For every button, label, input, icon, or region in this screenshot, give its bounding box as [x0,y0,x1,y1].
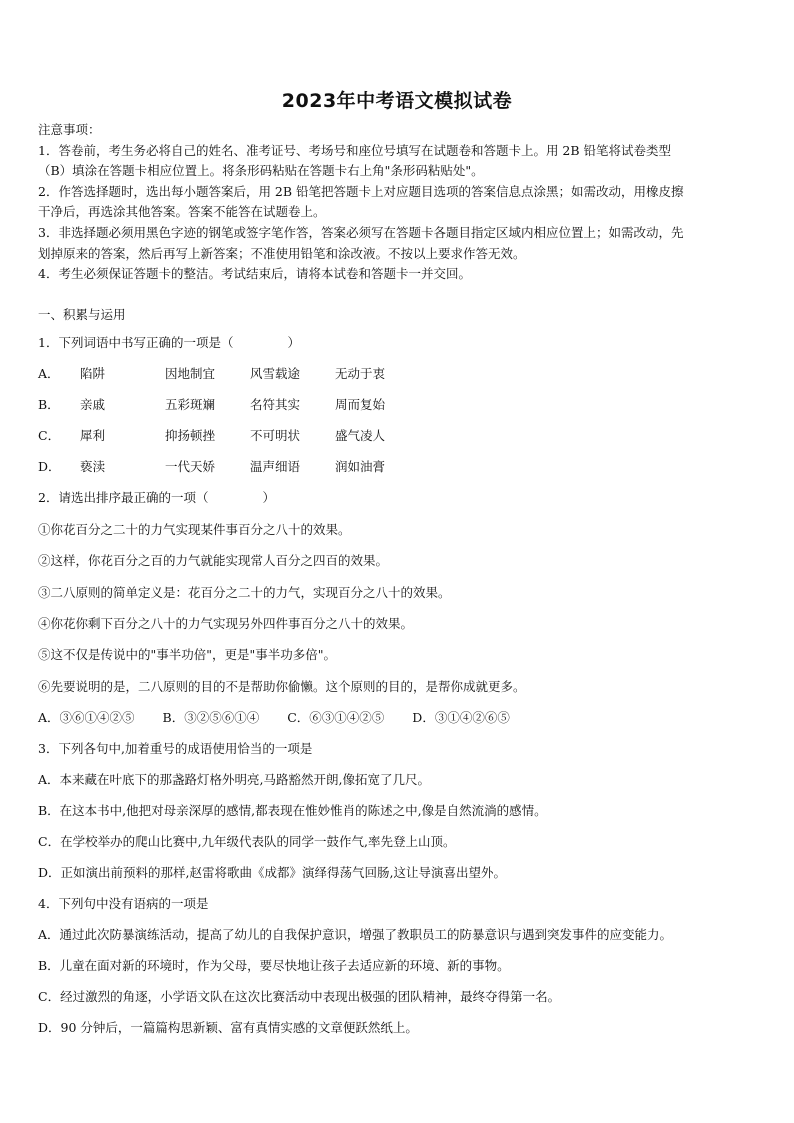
notice-line: 3．非选择题必须用黑色字迹的钢笔或签字笔作答，答案必须写在答题卡各题目指定区域内相应位置上；如需改动，先 [38,224,684,240]
q2-choice-b: B．③②⑤⑥①④ [162,710,260,725]
option-word: 亲戚 [80,397,106,412]
section-heading: 一、积累与运用 [38,307,126,322]
option-word: 周而复始 [335,397,386,412]
option-letter: B． [38,397,60,412]
q3-option-b: B．在这本书中,他把对母亲深厚的感情,都表现在惟妙惟肖的陈述之中,像是自然流淌的感情。 [38,803,547,818]
question-stem-text: 2．请选出排序最正确的一项（ [38,490,209,505]
q1-option-b [38,395,385,413]
q4-option-c: C．经过激烈的角逐，小学语文队在这次比赛活动中表现出极强的团队精神，最终夺得第一名。 [38,989,561,1004]
notice-heading: 注意事项： [38,122,101,137]
q2-sentence: ⑤这不仅是传说中的"事半功倍"，更是"事半功多倍"。 [38,647,336,662]
option-word: 名符其实 [250,397,301,412]
page-title: 2023年中考语文模拟试卷 [281,90,513,112]
q1-option-d [38,457,385,475]
option-letter: D． [38,459,61,474]
question-4-stem: 4．下列句中没有语病的一项是 [38,896,209,911]
option-word: 五彩斑斓 [165,397,216,412]
notice-line: 2．作答选择题时，选出每小题答案后，用 2B 铅笔把答题卡上对应题目选项的答案信息点涂黑；如需改动，用橡皮擦 [38,183,684,199]
notice-line: 干净后，再选涂其他答案。答案不能答在试题卷上。 [38,204,326,220]
notice-line: 1．答卷前，考生务必将自己的姓名、准考证号、考场号和座位号填写在试题卷和答题卡上。用 2B 铅笔将试卷类型 [38,142,672,158]
paren-close: ） [287,335,300,350]
option-word: 无动于衷 [335,366,386,381]
option-word: 盛气凌人 [335,428,386,443]
q1-option-c [38,426,385,444]
q3-option-a: A．本来藏在叶底下的那盏路灯格外明亮,马路豁然开朗,像拓宽了几尺。 [38,772,430,787]
question-stem-text: 1．下列词语中书写正确的一项是（ [38,335,234,350]
q2-sentence: ①你花百分之二十的力气实现某件事百分之八十的效果。 [38,522,351,537]
question-2-stem [38,488,756,506]
q2-choice-a: A．③⑥①④②⑤ [38,710,135,725]
option-word: 风雪载途 [250,366,301,381]
option-letter: C． [38,428,61,443]
q2-sentence: ④你花你剩下百分之八十的力气实现另外四件事百分之八十的效果。 [38,616,414,631]
q1-option-a [38,364,385,382]
option-word: 一代天娇 [165,459,216,474]
notice-line: 划掉原来的答案，然后再写上新答案；不准使用铅笔和涂改液。不按以上要求作答无效。 [38,245,526,261]
option-word: 犀利 [80,428,106,443]
q4-option-d: D．90 分钟后，一篇篇构思新颖、富有真情实感的文章便跃然纸上。 [38,1020,418,1035]
notice-block [38,120,756,285]
q3-option-c: C．在学校举办的爬山比赛中,九年级代表队的同学一鼓作气,率先登上山顶。 [38,834,456,849]
option-word: 润如油膏 [335,459,386,474]
q2-sentence: ②这样，你花百分之百的力气就能实现常人百分之四百的效果。 [38,553,389,568]
option-word: 亵渎 [80,459,106,474]
option-word: 不可明状 [250,428,301,443]
notice-line: 4．考生必须保证答题卡的整洁。考试结束后，请将本试卷和答题卡一并交回。 [38,266,471,282]
q2-choice-d: D．③①④②⑥⑤ [412,710,510,725]
q2-sentence: ③二八原则的简单定义是：花百分之二十的力气，实现百分之八十的效果。 [38,585,451,600]
paren-close: ） [262,490,275,505]
notice-line: （B）填涂在答题卡相应位置上。将条形码粘贴在答题卡右上角"条形码粘贴处"。 [38,163,484,179]
option-word: 温声细语 [250,459,301,474]
q2-choice-c: C．⑥③①④②⑤ [287,710,385,725]
question-3-stem: 3．下列各句中,加着重号的成语使用恰当的一项是 [38,741,313,756]
option-word: 陷阱 [80,366,106,381]
option-letter: A． [38,366,60,381]
q2-choices [38,708,756,726]
q3-option-d: D．正如演出前预料的那样,赵雷将歌曲《成都》演绎得荡气回肠,这让导演喜出望外。 [38,865,506,880]
q4-option-a: A．通过此次防暴演练活动，提高了幼儿的自我保护意识，增强了教职员工的防暴意识与遇到突发事件的应变能力。 [38,927,673,942]
question-1-stem [38,333,756,351]
q2-sentence: ⑥先要说明的是，二八原则的目的不是帮助你偷懒。这个原则的目的，是帮你成就更多。 [38,679,526,694]
option-word: 因地制宜 [165,366,216,381]
option-word: 抑扬顿挫 [165,428,216,443]
q4-option-b: B．儿童在面对新的环境时，作为父母，要尽快地让孩子去适应新的环境、新的事物。 [38,958,510,973]
